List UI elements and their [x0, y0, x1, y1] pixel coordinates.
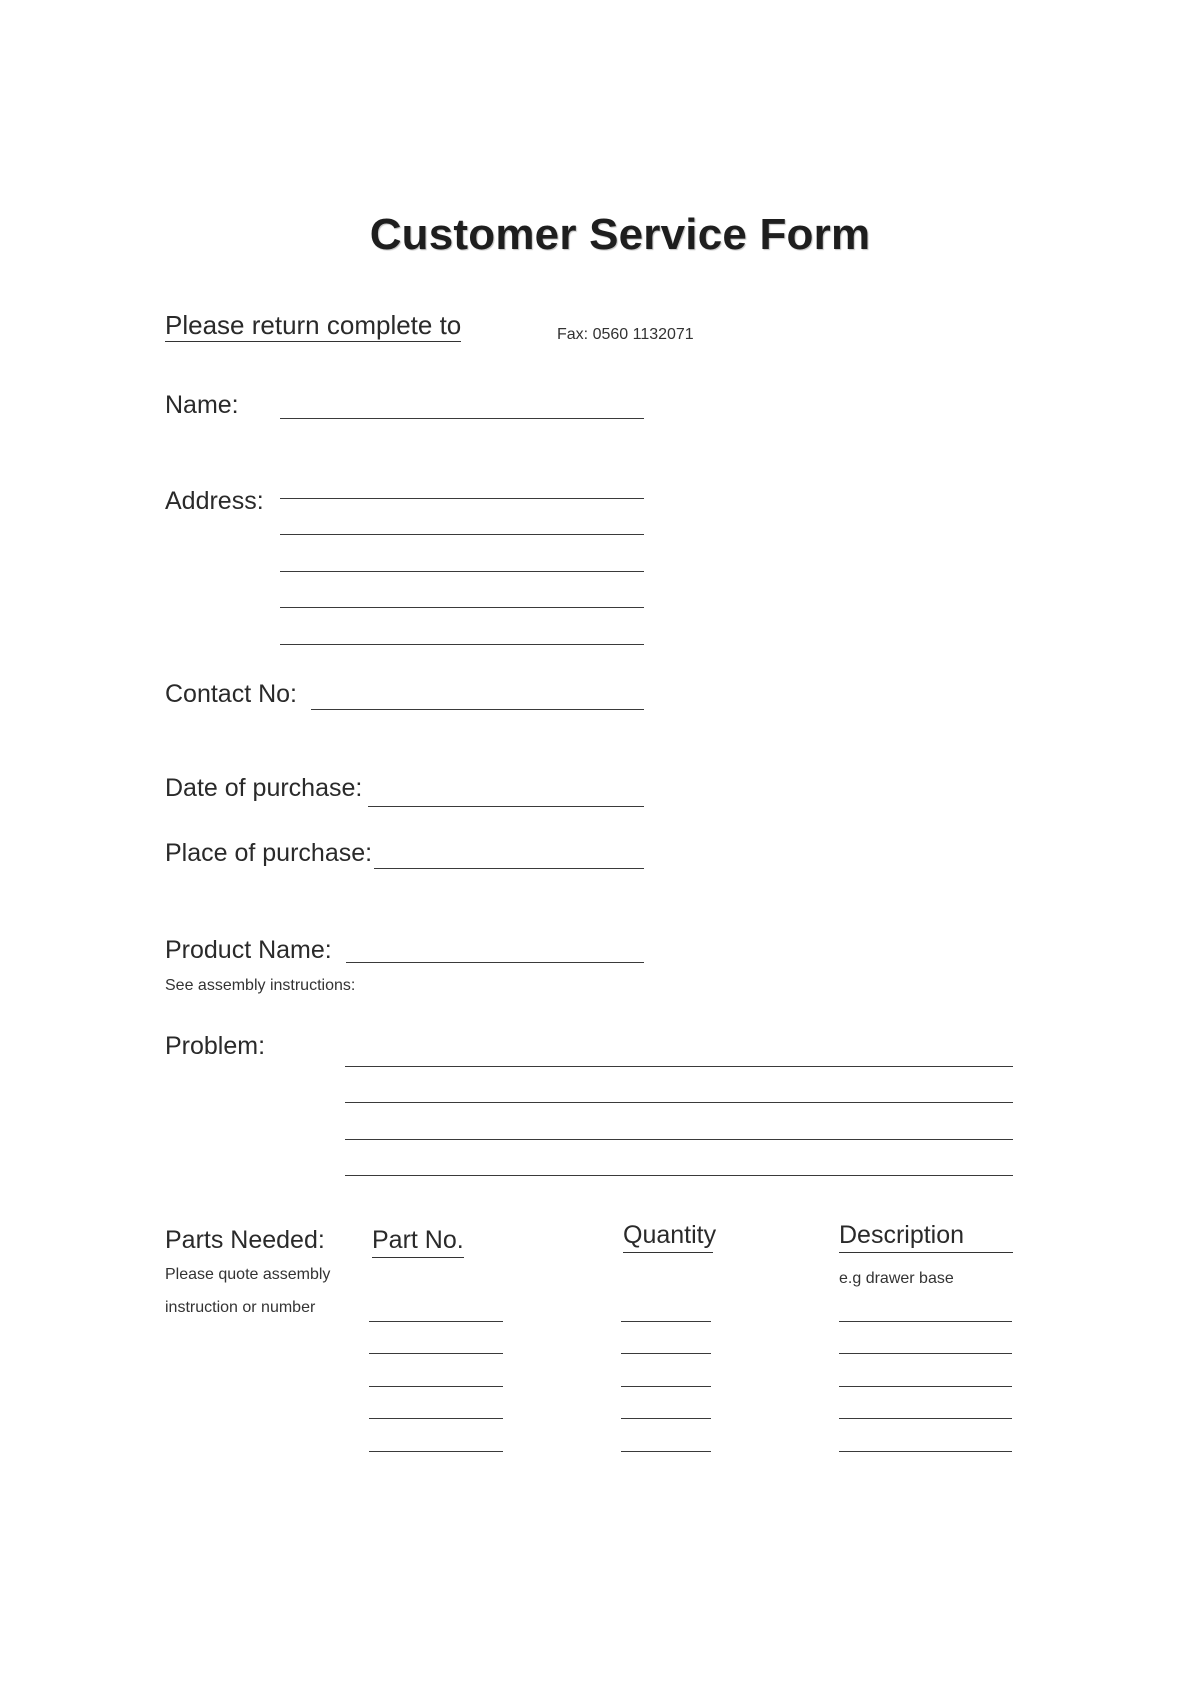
part-no-column-header: Part No. [372, 1225, 464, 1258]
description-example: e.g drawer base [839, 1270, 954, 1287]
quantity-line[interactable] [621, 1418, 711, 1419]
product-name-label: Product Name: [165, 936, 332, 964]
description-line[interactable] [839, 1451, 1012, 1452]
description-line[interactable] [839, 1321, 1012, 1322]
description-line[interactable] [839, 1353, 1012, 1354]
address-line[interactable] [280, 498, 644, 499]
product-name-note: See assembly instructions: [165, 977, 356, 994]
description-line[interactable] [839, 1418, 1012, 1419]
quantity-line[interactable] [621, 1353, 711, 1354]
quantity-line[interactable] [621, 1386, 711, 1387]
name-label: Name: [165, 391, 239, 419]
parts-note-line2: instruction or number [165, 1299, 316, 1316]
address-line[interactable] [280, 607, 644, 608]
part-no-line[interactable] [369, 1386, 503, 1387]
address-line[interactable] [280, 644, 644, 645]
place-of-purchase-label: Place of purchase: [165, 839, 373, 867]
address-label: Address: [165, 487, 264, 515]
address-line[interactable] [280, 534, 644, 535]
part-no-line[interactable] [369, 1353, 503, 1354]
problem-line[interactable] [345, 1175, 1013, 1176]
return-instruction: Please return complete to [165, 310, 462, 340]
product-name-field-line[interactable] [346, 962, 644, 963]
parts-note-line1: Please quote assembly [165, 1266, 331, 1283]
address-line[interactable] [280, 571, 644, 572]
contact-label: Contact No: [165, 680, 298, 708]
problem-line[interactable] [345, 1139, 1013, 1140]
description-line[interactable] [839, 1386, 1012, 1387]
date-of-purchase-field-line[interactable] [368, 806, 644, 807]
problem-line[interactable] [345, 1066, 1013, 1067]
part-no-line[interactable] [369, 1418, 503, 1419]
quantity-line[interactable] [621, 1321, 711, 1322]
description-column-header: Description [839, 1220, 1013, 1253]
date-of-purchase-label: Date of purchase: [165, 774, 363, 802]
place-of-purchase-field-line[interactable] [374, 868, 644, 869]
quantity-column-header: Quantity [623, 1220, 713, 1253]
part-no-line[interactable] [369, 1321, 503, 1322]
problem-line[interactable] [345, 1102, 1013, 1103]
parts-needed-label: Parts Needed: [165, 1226, 325, 1254]
fax-number: Fax: 0560 1132071 [557, 326, 694, 343]
page-title: Customer Service Form [369, 210, 871, 259]
name-field-line[interactable] [280, 418, 644, 419]
problem-label: Problem: [165, 1032, 266, 1060]
part-no-line[interactable] [369, 1451, 503, 1452]
quantity-line[interactable] [621, 1451, 711, 1452]
contact-field-line[interactable] [311, 709, 644, 710]
